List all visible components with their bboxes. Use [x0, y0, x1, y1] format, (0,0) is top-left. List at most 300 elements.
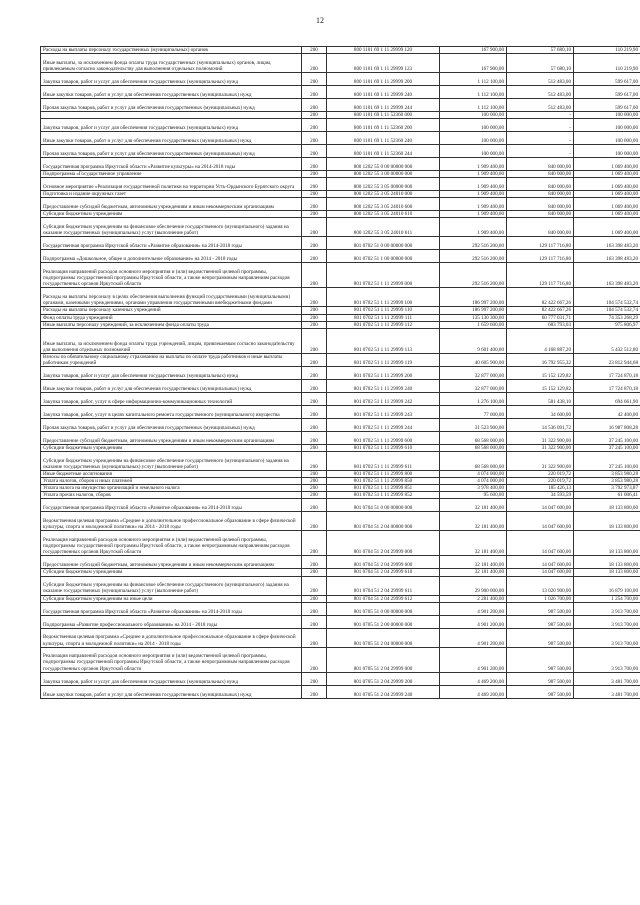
row-unexecuted-amount: 3 853 980,28: [574, 471, 640, 478]
row-description: Подпрограмма «Развитие профессионального образования» на 2014 - 2018 годы: [41, 615, 302, 628]
row-line-code: 200: [302, 431, 327, 444]
table-row: [41, 47, 640, 54]
row-budget-classification-code: 801 0705 51 2 04 00000 000: [327, 628, 440, 647]
row-budget-classification-code: 801 0702 51 1 11 29999 240: [327, 379, 440, 392]
table-row: [41, 171, 640, 178]
row-unexecuted-amount: 61 006,41: [574, 492, 640, 499]
row-line-code: 200: [302, 392, 327, 405]
row-budget-classification-code: 801 0702 51 1 11 29999 611: [327, 452, 440, 471]
row-description: Прочая закупка товаров, работ и услуг для обеспечения государственных (муниципальных) нужд: [41, 145, 302, 158]
row-description: Субсидии бюджетным учреждениям на финансовое обеспечение государственного (муниципального) задания на оказание государственных (муниципальных) услуг (выполнение работ): [41, 218, 302, 237]
row-description: Государственная программа Иркутской области «Развитие образования» на 2014-2018 годы: [41, 499, 302, 512]
row-budget-classification-code: 801 0702 51 1 11 29999 200: [327, 366, 440, 379]
row-unexecuted-amount: 3 913 700,00: [574, 647, 640, 672]
row-description: Прочая закупка товаров, работ и услуг для обеспечения государственных (муниципальных) нужд: [41, 418, 302, 431]
row-line-code: 200: [302, 73, 327, 86]
table-row: [41, 576, 640, 595]
row-line-code: 200: [302, 250, 327, 263]
row-description: Закупка товаров, работ и услуг для обеспечения государственных (муниципальных) нужд: [41, 119, 302, 132]
row-executed-amount: 31 322 900,00: [507, 444, 574, 451]
row-description: Государственная программа Иркутской области «Развитие культуры» на 2014-2018 годы: [41, 158, 302, 171]
row-executed-amount: 57 680,10: [507, 54, 574, 73]
row-unexecuted-amount: 110 219,90: [574, 47, 640, 54]
table-row: [41, 531, 640, 556]
row-executed-amount: 13 020 900,00: [507, 576, 574, 595]
row-unexecuted-amount: 3 913 700,00: [574, 615, 640, 628]
row-budget-classification-code: 801 0702 51 1 11 29999 100: [327, 288, 440, 307]
row-executed-amount: 14 047 600,00: [507, 499, 574, 512]
row-unexecuted-amount: 37 245 100,00: [574, 452, 640, 471]
row-unexecuted-amount: 42 400,00: [574, 405, 640, 418]
row-executed-amount: 987 500,00: [507, 647, 574, 672]
row-budget-classification-code: 801 0702 51 1 11 29999 800: [327, 471, 440, 478]
row-budget-classification-code: 801 0702 51 1 11 29999 610: [327, 444, 440, 451]
row-unexecuted-amount: 17 724 870,18: [574, 366, 640, 379]
table-row: [41, 328, 640, 353]
row-budget-classification-code: 801 0702 51 1 11 29999 851: [327, 485, 440, 492]
row-executed-amount: -: [507, 132, 574, 145]
table-row: [41, 685, 640, 698]
table-row: [41, 418, 640, 431]
row-budget-classification-code: 801 0702 51 1 11 29999 242: [327, 392, 440, 405]
row-unexecuted-amount: 599 617,00: [574, 86, 640, 99]
row-description: Закупка товаров, работ, услуг в сфере информационно-коммуникационных технологий: [41, 392, 302, 405]
table-row: [41, 615, 640, 628]
table-row: [41, 191, 640, 198]
row-approved-amount: 1 909 400,00: [440, 198, 507, 211]
row-unexecuted-amount: 1 069 400,00: [574, 198, 640, 211]
row-approved-amount: 100 000,00: [440, 112, 507, 119]
row-unexecuted-amount: 163 398 483,20: [574, 237, 640, 250]
table-row: [41, 569, 640, 576]
row-line-code: 200: [302, 54, 327, 73]
row-executed-amount: 987 500,00: [507, 628, 574, 647]
row-description: Уплата налога на имущество организаций и земельного налога: [41, 485, 302, 492]
row-executed-amount: 129 117 716,80: [507, 237, 574, 250]
table-row: [41, 595, 640, 602]
row-line-code: 200: [302, 158, 327, 171]
row-budget-classification-code: 801 0704 51 2 04 29999 611: [327, 576, 440, 595]
row-approved-amount: 32 877 000,00: [440, 366, 507, 379]
row-description: Расходы на выплаты персоналу в целях обеспечения выполнения функций государственными (муниципальными) органами, казенными учреждениями, органами управления государственными внебюджетными фондами: [41, 288, 302, 307]
row-approved-amount: 3 978 400,00: [440, 485, 507, 492]
row-approved-amount: 292 516 200,00: [440, 263, 507, 288]
row-unexecuted-amount: 18 133 800,00: [574, 512, 640, 531]
row-line-code: 200: [302, 145, 327, 158]
budget-table: [40, 46, 640, 699]
table-row: [41, 366, 640, 379]
row-budget-classification-code: 800 1101 69 1 11 29999 200: [327, 73, 440, 86]
row-description: Подпрограмма «Государственное управление: [41, 171, 302, 178]
row-executed-amount: 57 680,10: [507, 47, 574, 54]
row-approved-amount: 167 900,00: [440, 47, 507, 54]
row-executed-amount: -: [507, 145, 574, 158]
table-row: [41, 112, 640, 119]
row-unexecuted-amount: 3 481 700,00: [574, 672, 640, 685]
row-line-code: 200: [302, 379, 327, 392]
row-line-code: 200: [302, 314, 327, 321]
row-description: Иные закупки товаров, работ и услуг для обеспечения государственных (муниципальных) нужд: [41, 132, 302, 145]
row-line-code: 200: [302, 218, 327, 237]
row-executed-amount: 512 483,00: [507, 73, 574, 86]
table-row: [41, 99, 640, 112]
row-line-code: 200: [302, 86, 327, 99]
row-line-code: 200: [302, 685, 327, 698]
row-description: Подготовка и издание окружных газет: [41, 191, 302, 198]
row-unexecuted-amount: 18 133 800,00: [574, 499, 640, 512]
row-description: Предоставление субсидий бюджетным, автономным учреждениям и иным некоммерческим организациям: [41, 431, 302, 444]
row-line-code: 200: [302, 237, 327, 250]
row-unexecuted-amount: 100 000,00: [574, 119, 640, 132]
row-description: Закупка товаров, работ и услуг для обеспечения государственных (муниципальных) нужд: [41, 73, 302, 86]
row-approved-amount: 1 112 100,00: [440, 73, 507, 86]
table-row: [41, 512, 640, 531]
row-line-code: 200: [302, 171, 327, 178]
row-line-code: 200: [302, 99, 327, 112]
row-budget-classification-code: 801 0705 51 2 04 29999 240: [327, 685, 440, 698]
row-executed-amount: 987 500,00: [507, 602, 574, 615]
row-executed-amount: 987 500,00: [507, 672, 574, 685]
row-executed-amount: 82 422 667,26: [507, 288, 574, 307]
row-executed-amount: 4 168 887,20: [507, 328, 574, 353]
row-unexecuted-amount: 3 853 980,28: [574, 478, 640, 485]
row-description: Основное мероприятие «Реализация государственной политики на территории Усть-Ордынского Бурятского округа: [41, 178, 302, 191]
row-description: Уплата прочих налогов, сборов: [41, 492, 302, 499]
table-row: [41, 485, 640, 492]
table-row: [41, 392, 640, 405]
row-budget-classification-code: 801 0705 51 2 04 29999 000: [327, 647, 440, 672]
row-executed-amount: 31 322 900,00: [507, 452, 574, 471]
row-approved-amount: 1 909 400,00: [440, 178, 507, 191]
table-row: [41, 307, 640, 314]
row-budget-classification-code: 800 1202 55 3 05 24010 610: [327, 211, 440, 218]
row-budget-classification-code: 801 0704 51 2 04 29999 610: [327, 569, 440, 576]
row-approved-amount: 167 900,00: [440, 54, 507, 73]
row-unexecuted-amount: 599 617,00: [574, 73, 640, 86]
row-line-code: 200: [302, 512, 327, 531]
row-line-code: 200: [302, 576, 327, 595]
row-approved-amount: 68 568 000,00: [440, 444, 507, 451]
row-line-code: 200: [302, 452, 327, 471]
row-approved-amount: 9 601 400,00: [440, 328, 507, 353]
table-row: [41, 73, 640, 86]
table-row: [41, 353, 640, 366]
table-row: [41, 556, 640, 569]
row-line-code: 200: [302, 471, 327, 478]
row-executed-amount: -: [507, 112, 574, 119]
row-approved-amount: 29 900 000,00: [440, 576, 507, 595]
row-line-code: 200: [302, 569, 327, 576]
row-budget-classification-code: 801 0702 51 1 11 29999 111: [327, 314, 440, 321]
table-row: [41, 471, 640, 478]
table-row: [41, 499, 640, 512]
row-unexecuted-amount: 16 987 808,28: [574, 418, 640, 431]
row-budget-classification-code: 801 0702 51 1 11 29999 244: [327, 418, 440, 431]
row-unexecuted-amount: 1 069 400,00: [574, 218, 640, 237]
table-row: [41, 54, 640, 73]
row-line-code: 200: [302, 499, 327, 512]
row-line-code: 200: [302, 531, 327, 556]
row-unexecuted-amount: 1 069 400,00: [574, 178, 640, 191]
table-row: [41, 86, 640, 99]
row-unexecuted-amount: 163 398 483,20: [574, 263, 640, 288]
table-row: [41, 602, 640, 615]
row-description: Иные выплаты, за исключением фонда оплаты труда учреждений, лицам, привлекаемым согласно законодательству для выполнения отдельных полномочий: [41, 328, 302, 353]
page-number: 12: [316, 16, 324, 25]
row-budget-classification-code: 800 1101 69 1 11 52360 244: [327, 145, 440, 158]
row-budget-classification-code: 800 1202 55 3 05 24010 600: [327, 198, 440, 211]
row-approved-amount: 1 909 400,00: [440, 171, 507, 178]
row-line-code: 200: [302, 191, 327, 198]
row-approved-amount: 4 901 200,00: [440, 647, 507, 672]
row-executed-amount: 840 000,00: [507, 158, 574, 171]
row-description: [41, 112, 302, 119]
row-line-code: 200: [302, 672, 327, 685]
row-executed-amount: 60 777 031,71: [507, 314, 574, 321]
row-approved-amount: 32 181 400,00: [440, 556, 507, 569]
table-row: [41, 158, 640, 171]
row-description: Расходы на выплаты персоналу государственных (муниципальных) органов: [41, 47, 302, 54]
row-budget-classification-code: 801 0704 51 0 00 00000 000: [327, 499, 440, 512]
row-executed-amount: 840 000,00: [507, 198, 574, 211]
row-line-code: 200: [302, 485, 327, 492]
row-approved-amount: 1 112 100,00: [440, 86, 507, 99]
row-description: Реализация направлений расходов основного мероприятия и (или) ведомственной целевой программы, подпрограммы государственной программы Иркутской области, а также непрограммным направлениям расходов государственных органов Иркутской области: [41, 263, 302, 288]
row-budget-classification-code: 801 0702 51 1 11 29999 000: [327, 263, 440, 288]
row-description: Иные выплаты, за исключением фонда оплаты труда государственных (муниципальных) органов, лицам, привлекаемым согласно законодательству для выполнения отдельных полномочий: [41, 54, 302, 73]
row-unexecuted-amount: 3 481 700,00: [574, 685, 640, 698]
table-row: [41, 119, 640, 132]
row-approved-amount: 4 901 200,00: [440, 602, 507, 615]
table-row: [41, 431, 640, 444]
row-line-code: 200: [302, 405, 327, 418]
row-executed-amount: 840 000,00: [507, 218, 574, 237]
row-approved-amount: 2 281 400,00: [440, 595, 507, 602]
row-approved-amount: 1 909 400,00: [440, 158, 507, 171]
row-unexecuted-amount: 3 913 700,00: [574, 628, 640, 647]
row-approved-amount: 32 181 400,00: [440, 531, 507, 556]
row-unexecuted-amount: 5 432 512,80: [574, 328, 640, 353]
row-executed-amount: 512 483,00: [507, 99, 574, 112]
row-unexecuted-amount: 74 353 268,29: [574, 314, 640, 321]
row-unexecuted-amount: 163 398 483,20: [574, 250, 640, 263]
row-budget-classification-code: 801 0704 51 2 04 29999 000: [327, 531, 440, 556]
row-unexecuted-amount: 110 219,90: [574, 54, 640, 73]
row-description: Взносы по обязательному социальному страхованию на выплаты по оплате труда работников и иные выплаты работникам учреждений: [41, 353, 302, 366]
row-approved-amount: 1 276 100,00: [440, 392, 507, 405]
row-line-code: 200: [302, 119, 327, 132]
row-line-code: 200: [302, 112, 327, 119]
table-row: [41, 647, 640, 672]
table-row: [41, 263, 640, 288]
row-unexecuted-amount: 100 000,00: [574, 132, 640, 145]
row-budget-classification-code: 801 0705 51 2 00 00000 000: [327, 615, 440, 628]
row-line-code: 200: [302, 288, 327, 307]
row-line-code: 200: [302, 556, 327, 569]
row-line-code: 200: [302, 647, 327, 672]
table-row: [41, 145, 640, 158]
row-line-code: 200: [302, 366, 327, 379]
row-description: Субсидии бюджетным учреждениям на финансовое обеспечение государственного (муниципального) задания на оказание государственных (муниципальных) услуг (выполнение работ): [41, 452, 302, 471]
row-unexecuted-amount: 1 254 700,00: [574, 595, 640, 602]
row-line-code: 200: [302, 444, 327, 451]
row-executed-amount: 14 536 091,72: [507, 418, 574, 431]
row-unexecuted-amount: 1 069 400,00: [574, 211, 640, 218]
row-approved-amount: 31 523 900,00: [440, 418, 507, 431]
row-line-code: 200: [302, 478, 327, 485]
row-description: Закупка товаров, работ, услуг в целях капитального ремонта государственного (муниципального) имущества: [41, 405, 302, 418]
row-unexecuted-amount: 1 069 400,00: [574, 158, 640, 171]
row-unexecuted-amount: 37 245 100,00: [574, 431, 640, 444]
row-line-code: 200: [302, 595, 327, 602]
row-unexecuted-amount: 975 806,97: [574, 321, 640, 328]
row-executed-amount: 31 322 900,00: [507, 431, 574, 444]
row-budget-classification-code: 801 0702 51 1 11 29999 243: [327, 405, 440, 418]
row-unexecuted-amount: 3 792 973,87: [574, 485, 640, 492]
row-unexecuted-amount: 16 879 100,00: [574, 576, 640, 595]
row-budget-classification-code: 801 0705 51 0 00 00000 000: [327, 602, 440, 615]
row-executed-amount: 14 047 600,00: [507, 531, 574, 556]
row-budget-classification-code: 801 0702 51 1 11 29999 110: [327, 307, 440, 314]
row-budget-classification-code: 800 1202 55 3 00 00000 000: [327, 171, 440, 178]
row-description: Иные выплаты персоналу учреждений, за исключением фонда оплаты труда: [41, 321, 302, 328]
row-budget-classification-code: 801 0702 51 0 00 00000 000: [327, 237, 440, 250]
table-row: [41, 478, 640, 485]
table-row: [41, 211, 640, 218]
row-approved-amount: 1 909 400,00: [440, 218, 507, 237]
row-budget-classification-code: 800 1101 69 1 11 29999 123: [327, 54, 440, 73]
row-unexecuted-amount: 104 574 532,74: [574, 288, 640, 307]
row-approved-amount: 100 000,00: [440, 119, 507, 132]
row-approved-amount: 1 909 400,00: [440, 191, 507, 198]
row-executed-amount: 840 000,00: [507, 211, 574, 218]
table-row: [41, 672, 640, 685]
row-approved-amount: 32 877 000,00: [440, 379, 507, 392]
row-unexecuted-amount: 1 069 400,00: [574, 191, 640, 198]
row-description: Ведомственная целевая программа «Среднее и дополнительное профессиональное образование в сфере физической культуры, спорта и молодежной политики» на 2014 - 2018 годы: [41, 628, 302, 647]
row-description: Иные бюджетные ассигнования: [41, 471, 302, 478]
row-unexecuted-amount: 18 133 800,00: [574, 556, 640, 569]
row-unexecuted-amount: 104 574 532,74: [574, 307, 640, 314]
table-row: [41, 492, 640, 499]
row-executed-amount: 34 593,59: [507, 492, 574, 499]
table-row: [41, 314, 640, 321]
row-executed-amount: 14 047 600,00: [507, 556, 574, 569]
table-row: [41, 405, 640, 418]
row-description: Субсидии бюджетным учреждениям на иные цели: [41, 595, 302, 602]
table-row: [41, 288, 640, 307]
row-description: Закупка товаров, работ и услуг для обеспечения государственных (муниципальных) нужд: [41, 366, 302, 379]
budget-table-body: [41, 47, 640, 699]
row-approved-amount: 77 000,00: [440, 405, 507, 418]
row-budget-classification-code: 800 1202 55 0 00 00000 000: [327, 158, 440, 171]
row-approved-amount: 40 605 900,00: [440, 353, 507, 366]
row-executed-amount: 1 026 700,00: [507, 595, 574, 602]
row-budget-classification-code: 800 1101 69 1 11 52360 240: [327, 132, 440, 145]
row-approved-amount: 292 516 200,00: [440, 250, 507, 263]
row-budget-classification-code: 801 0704 51 2 04 29999 612: [327, 595, 440, 602]
row-budget-classification-code: 801 0704 51 2 04 00000 000: [327, 512, 440, 531]
row-description: Государственная программа Иркутской области «Развитие образования» на 2014-2018 годы: [41, 237, 302, 250]
row-budget-classification-code: 801 0702 51 1 11 29999 600: [327, 431, 440, 444]
row-budget-classification-code: 801 0705 51 2 04 29999 200: [327, 672, 440, 685]
row-budget-classification-code: 800 1101 69 1 11 52360 000: [327, 112, 440, 119]
row-budget-classification-code: 800 1202 55 3 05 24010 611: [327, 218, 440, 237]
row-description: Расходы на выплаты персоналу казенных учреждений: [41, 307, 302, 314]
row-line-code: 200: [302, 321, 327, 328]
row-budget-classification-code: 800 1101 69 1 11 29999 244: [327, 99, 440, 112]
row-approved-amount: 4 074 000,00: [440, 471, 507, 478]
row-approved-amount: 186 997 200,00: [440, 307, 507, 314]
row-approved-amount: 135 130 300,00: [440, 314, 507, 321]
row-description: Государственная программа Иркутской области «Развитие образования» на 2014-2018 годы: [41, 602, 302, 615]
row-line-code: 200: [302, 47, 327, 54]
row-description: Субсидии бюджетным учреждениям на финансовое обеспечение государственного (муниципального) задания на оказание государственных (муниципальных) услуг (выполнение работ): [41, 576, 302, 595]
row-approved-amount: 1 112 100,00: [440, 99, 507, 112]
table-row: [41, 379, 640, 392]
row-approved-amount: 100 000,00: [440, 132, 507, 145]
table-row: [41, 321, 640, 328]
table-row: [41, 628, 640, 647]
row-unexecuted-amount: 17 724 870,18: [574, 379, 640, 392]
row-unexecuted-amount: 18 133 800,00: [574, 569, 640, 576]
row-executed-amount: 683 793,03: [507, 321, 574, 328]
row-line-code: 200: [302, 263, 327, 288]
row-approved-amount: 1 659 600,00: [440, 321, 507, 328]
row-line-code: 200: [302, 615, 327, 628]
row-budget-classification-code: 801 0702 51 1 00 00000 000: [327, 250, 440, 263]
row-executed-amount: 129 117 716,80: [507, 250, 574, 263]
row-executed-amount: 15 152 129,82: [507, 379, 574, 392]
row-budget-classification-code: 801 0702 51 1 11 29999 113: [327, 328, 440, 353]
table-row: [41, 444, 640, 451]
row-executed-amount: 82 422 667,26: [507, 307, 574, 314]
row-approved-amount: 68 568 000,00: [440, 431, 507, 444]
row-executed-amount: 840 000,00: [507, 171, 574, 178]
budget-table-wrapper: [40, 46, 638, 699]
row-approved-amount: 4 901 200,00: [440, 628, 507, 647]
row-budget-classification-code: 800 1202 55 3 05 24010 000: [327, 191, 440, 198]
row-description: Предоставление субсидий бюджетным, автономным учреждениям и иным некоммерческим организациям: [41, 198, 302, 211]
row-description: Субсидии бюджетным учреждениям: [41, 211, 302, 218]
row-line-code: 200: [302, 307, 327, 314]
row-approved-amount: 32 181 400,00: [440, 499, 507, 512]
row-budget-classification-code: 801 0702 51 1 11 29999 119: [327, 353, 440, 366]
row-executed-amount: 16 792 955,32: [507, 353, 574, 366]
table-row: [41, 250, 640, 263]
row-unexecuted-amount: 18 133 800,00: [574, 531, 640, 556]
row-budget-classification-code: 801 0702 51 1 11 29999 112: [327, 321, 440, 328]
row-executed-amount: 512 483,00: [507, 86, 574, 99]
row-budget-classification-code: 800 1101 69 1 11 29999 120: [327, 47, 440, 54]
row-description: Предоставление субсидий бюджетным, автономным учреждениям и иным некоммерческим организациям: [41, 556, 302, 569]
row-description: Иные закупки товаров, работ и услуг для обеспечения государственных (муниципальных) нужд: [41, 86, 302, 99]
row-description: Реализация направлений расходов основного мероприятия и (или) ведомственной целевой программы, подпрограммы государственной программы Иркутской области, а также непрограммным направлениям расходов государственных органов Иркутской области: [41, 647, 302, 672]
row-description: Субсидии бюджетным учреждениям: [41, 444, 302, 451]
row-line-code: 200: [302, 418, 327, 431]
table-row: [41, 132, 640, 145]
row-description: Уплата налогов, сборов и иных платежей: [41, 478, 302, 485]
row-line-code: 200: [302, 353, 327, 366]
row-unexecuted-amount: 3 913 700,00: [574, 602, 640, 615]
row-description: Ведомственная целевая программа «Среднее и дополнительное профессиональное образование в сфере физической культуры, спорта и молодежной политики» на 2014 - 2018 годы: [41, 512, 302, 531]
row-unexecuted-amount: 599 617,00: [574, 99, 640, 112]
row-budget-classification-code: 801 0704 51 2 04 29999 600: [327, 556, 440, 569]
row-line-code: 200: [302, 198, 327, 211]
row-description: Подпрограмма «Дошкольное, общее и дополнительное образование» на 2014 - 2018 годы: [41, 250, 302, 263]
row-budget-classification-code: 800 1202 55 3 05 00000 000: [327, 178, 440, 191]
row-executed-amount: 987 500,00: [507, 615, 574, 628]
